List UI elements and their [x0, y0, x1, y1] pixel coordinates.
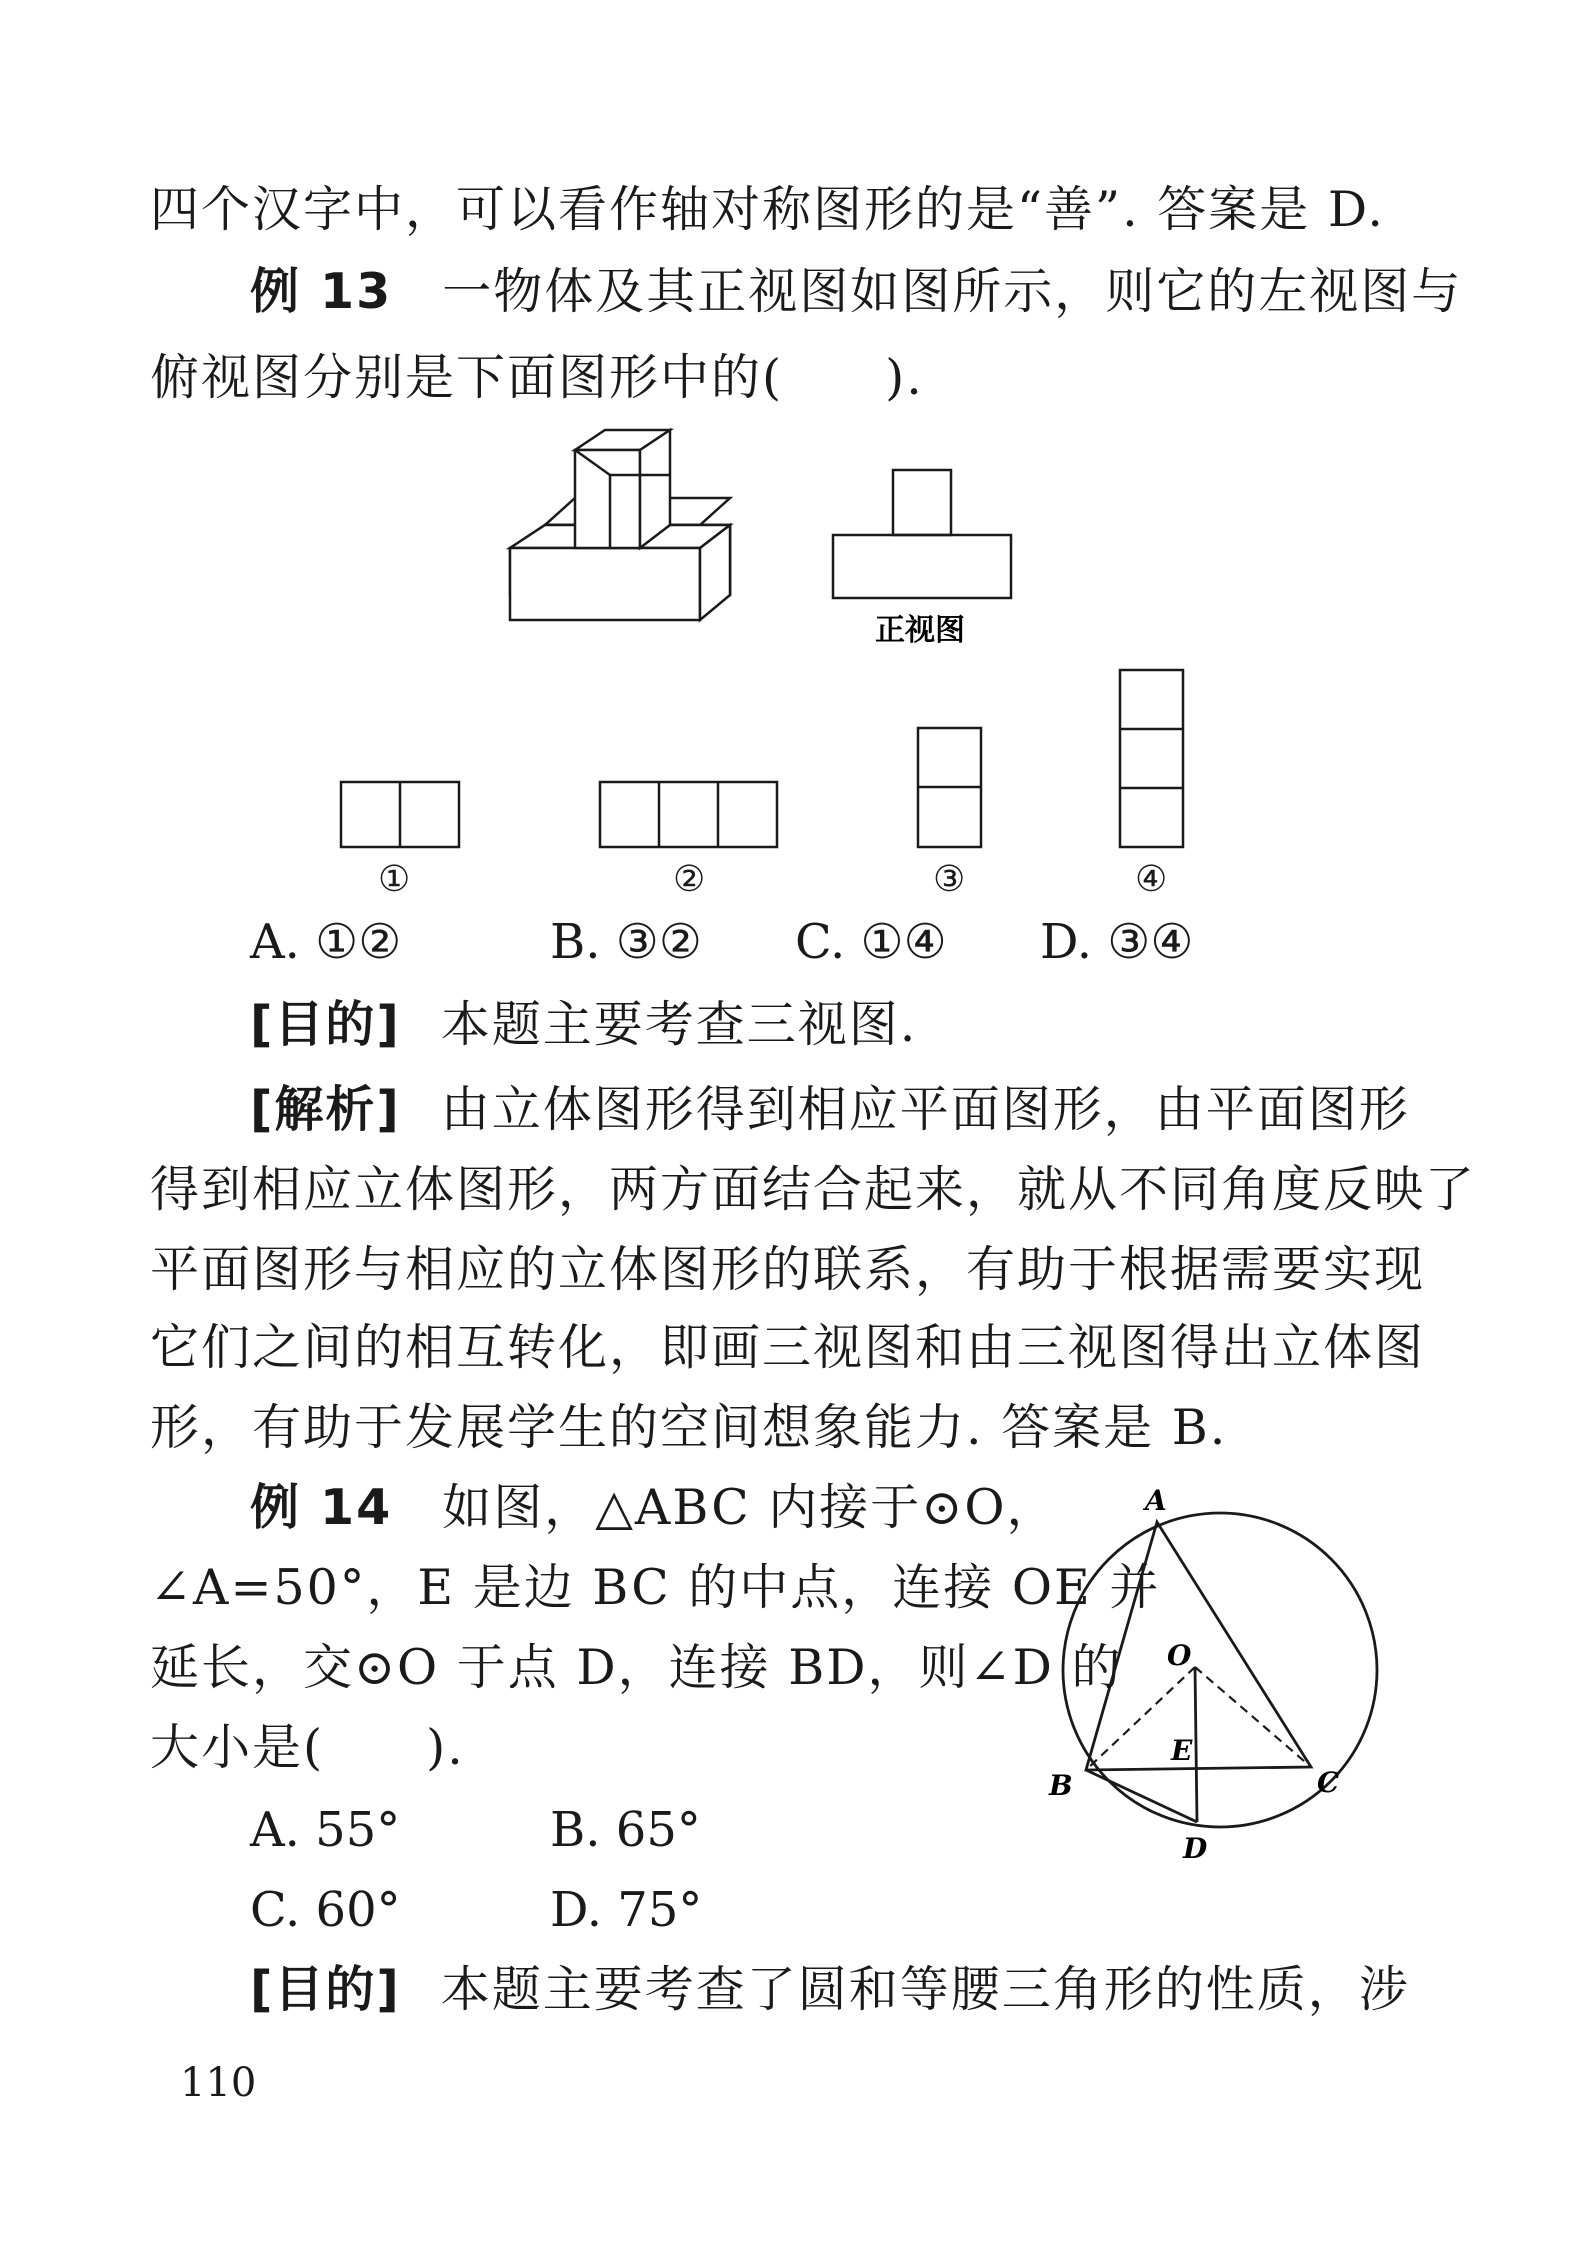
example-14-purpose	[250, 1960, 1465, 2020]
example-14-option-c: C. 60°	[250, 1882, 401, 1938]
view-option-1	[341, 782, 459, 847]
example-14-line-2: ∠A=50°，E 是边 BC 的中点，连接 OE 并	[150, 1559, 1161, 1616]
view-option-3	[918, 728, 981, 847]
point-a-label: A	[1145, 1484, 1167, 1517]
point-c-label: C	[1317, 1766, 1340, 1799]
segment-bd	[1086, 1770, 1197, 1822]
example-13-purpose	[250, 995, 1465, 1055]
example-13-label: 例 13	[250, 263, 393, 320]
example-13-text-a: 一物体及其正视图如图所示，则它的左视图与	[442, 263, 1463, 320]
example-14-figure	[1025, 1470, 1385, 1870]
page-number: 110	[180, 2060, 257, 2106]
example-13-option-a: A. ①②	[250, 914, 402, 970]
example-13-option-d: D. ③④	[1040, 914, 1194, 970]
example-13-option-c: C. ①④	[795, 914, 947, 970]
example-14-option-b: B. 65°	[550, 1802, 701, 1858]
example-13-analysis-5: 形，有助于发展学生的空间想象能力. 答案是 B.	[150, 1399, 1228, 1456]
purpose-tag-2: [目的]	[250, 1961, 401, 2018]
option-number-3: ③	[933, 859, 966, 900]
segment-oc	[1195, 1667, 1311, 1767]
option-number-4: ④	[1135, 859, 1168, 900]
example-14-label: 例 14	[250, 1479, 393, 1536]
front-view-drawing	[833, 470, 1011, 598]
option-number-2: ②	[673, 859, 706, 900]
point-o-label: O	[1167, 1639, 1192, 1672]
view-option-4	[1120, 670, 1183, 847]
purpose-tag: [目的]	[250, 996, 401, 1053]
point-d-label: D	[1183, 1832, 1208, 1865]
example-14-option-a: A. 55°	[250, 1802, 401, 1858]
example-14-option-d: D. 75°	[550, 1882, 703, 1938]
example-13-option-b: B. ③②	[550, 914, 702, 970]
example-13-analysis-4: 它们之间的相互转化，即画三视图和由三视图得出立体图	[150, 1319, 1426, 1376]
example-14-purpose-text: 本题主要考查了圆和等腰三角形的性质，涉	[440, 1961, 1410, 2018]
example-14-line-3: 延长，交⊙O 于点 D，连接 BD，则∠D 的	[150, 1639, 1123, 1696]
triangle-abc	[1086, 1522, 1311, 1770]
analysis-text-1: 由立体图形得到相应平面图形，由平面图形	[440, 1081, 1410, 1138]
example-14-line-1	[250, 1478, 1058, 1538]
front-view-label: 正视图	[875, 613, 965, 648]
example-13-figure	[0, 420, 1586, 880]
point-e-label: E	[1171, 1734, 1193, 1767]
example-14-text-a: 如图，△ABC 内接于⊙O，	[442, 1479, 1058, 1536]
example-13-analysis-3: 平面图形与相应的立体图形的联系，有助于根据需要实现	[150, 1241, 1426, 1298]
example-14-line-4: 大小是( ).	[150, 1719, 465, 1776]
example-13-line-1	[250, 262, 1465, 322]
point-b-label: B	[1049, 1769, 1073, 1802]
example-13-analysis-2: 得到相应立体图形，两方面结合起来，就从不同角度反映了	[150, 1161, 1477, 1218]
option-number-1: ①	[378, 859, 411, 900]
analysis-tag: [解析]	[250, 1081, 401, 1138]
view-option-2	[600, 782, 777, 847]
segment-od	[1195, 1667, 1197, 1822]
line-1: 四个汉字中，可以看作轴对称图形的是“善”. 答案是 D.	[150, 181, 1385, 238]
example-13-line-2: 俯视图分别是下面图形中的( ).	[150, 349, 924, 406]
example-13-analysis-1	[250, 1080, 1465, 1140]
solid-object-drawing	[510, 430, 730, 620]
example-13-purpose-text: 本题主要考查三视图.	[440, 996, 918, 1053]
